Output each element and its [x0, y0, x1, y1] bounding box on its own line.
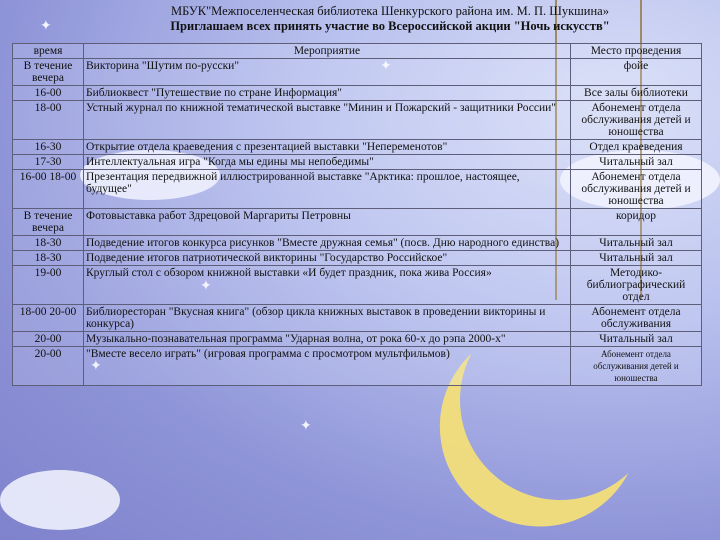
event-cell: Музыкально-познавательная программа "Ударная волна, от рока 60-х до рэпа 2000-х" [84, 332, 571, 347]
time-cell: 16-00 18-00 [13, 170, 84, 209]
table-row [13, 86, 702, 101]
place-cell: Читальный зал [571, 332, 702, 347]
table-row [13, 347, 702, 386]
cloud-decoration [0, 470, 120, 530]
time-cell: В течение вечера [13, 209, 84, 236]
place-cell: Читальный зал [571, 236, 702, 251]
time-cell: 16-00 [13, 86, 84, 101]
event-cell: Устный журнал по книжной тематической выставке "Минин и Пожарский - защитники России" [84, 101, 571, 140]
time-cell: 18-00 20-00 [13, 305, 84, 332]
time-cell: 18-30 [13, 251, 84, 266]
table-row [13, 305, 702, 332]
star-icon: ✦ [380, 59, 392, 74]
time-cell: 20-00 [13, 347, 84, 386]
event-cell: Интеллектуальная игра "Когда мы едины мы непобедимы" [84, 155, 571, 170]
table-row [13, 140, 702, 155]
event-cell: Презентация передвижной иллюстрированной выставке "Арктика: прошлое, настоящее, будущее" [84, 170, 571, 209]
place-cell: Абонемент отдела обслуживания детей и юношества [571, 347, 702, 386]
place-cell: Все залы библиотеки [571, 86, 702, 101]
table-row [13, 236, 702, 251]
place-cell: Абонемент отдела обслуживания детей и юношества [571, 101, 702, 140]
star-icon: ✦ [40, 19, 52, 34]
place-cell: Отдел краеведения [571, 140, 702, 155]
event-cell: Круглый стол с обзором книжной выставки «И будет праздник, пока жива Россия» [84, 266, 571, 305]
table-row [13, 332, 702, 347]
column-header-event: Мероприятие [84, 44, 571, 59]
table-row [13, 266, 702, 305]
event-schedule-table [12, 43, 702, 386]
time-cell: 16-30 [13, 140, 84, 155]
table-header-row [13, 44, 702, 59]
event-cell: Библиоквест "Путешествие по стране Информация" [84, 86, 571, 101]
place-cell: Абонемент отдела обслуживания детей и юношества [571, 170, 702, 209]
place-cell: коридор [571, 209, 702, 236]
library-name: МБУК"Межпоселенческая библиотека Шенкурского района им. М. П. Шукшина» [171, 4, 609, 18]
table-row [13, 59, 702, 86]
table-row [13, 170, 702, 209]
time-cell: 17-30 [13, 155, 84, 170]
place-cell: Методико-библиографический отдел [571, 266, 702, 305]
time-cell: 19-00 [13, 266, 84, 305]
event-cell: "Вместе весело играть" (игровая программа с просмотром мультфильмов) [84, 347, 571, 386]
time-cell: В течение вечера [13, 59, 84, 86]
document-header [110, 4, 670, 34]
time-cell: 18-00 [13, 101, 84, 140]
event-cell: Подведение итогов конкурса рисунков "Вместе дружная семья" (посв. Дню народного единства) [84, 236, 571, 251]
invitation-title: Приглашаем всех принять участие во Всероссийской акции "Ночь искусств" [170, 19, 610, 33]
event-cell: Викторина "Шутим по-русски" [84, 59, 571, 86]
column-header-place: Место проведения [571, 44, 702, 59]
place-cell: Абонемент отдела обслуживания [571, 305, 702, 332]
time-cell: 20-00 [13, 332, 84, 347]
star-icon: ✦ [300, 419, 312, 434]
table-row [13, 251, 702, 266]
table-row [13, 209, 702, 236]
place-cell: фойе [571, 59, 702, 86]
place-cell: Читальный зал [571, 251, 702, 266]
time-cell: 18-30 [13, 236, 84, 251]
event-cell: Фотовыставка работ Здрецовой Маргариты Петровны [84, 209, 571, 236]
place-cell: Читальный зал [571, 155, 702, 170]
table-row [13, 101, 702, 140]
column-header-time: время [13, 44, 84, 59]
star-icon: ✦ [200, 279, 212, 294]
event-cell: Открытие отдела краеведения с презентацией выставки "Непеременотов" [84, 140, 571, 155]
event-cell: Библиоресторан "Вкусная книга" (обзор цикла книжных выставок в проведении викторины и конкурса) [84, 305, 571, 332]
event-cell: Подведение итогов патриотической викторины "Государство Российское" [84, 251, 571, 266]
star-icon: ✦ [90, 359, 102, 374]
table-row [13, 155, 702, 170]
